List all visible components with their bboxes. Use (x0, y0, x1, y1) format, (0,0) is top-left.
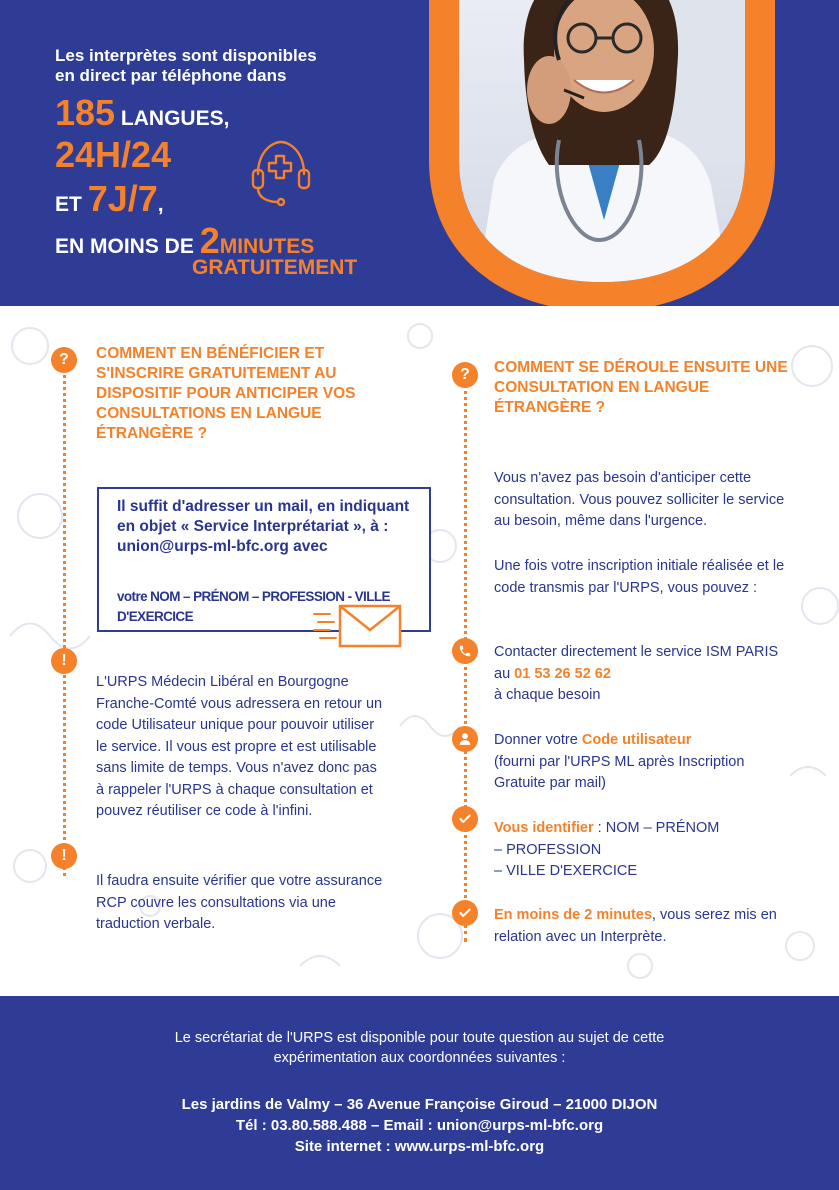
identify-city: – VILLE D'EXERCICE (494, 863, 637, 879)
hours-line (55, 134, 171, 176)
languages-number: 185 (55, 92, 116, 133)
alert-icon: ! (51, 843, 77, 869)
question-icon: ? (51, 347, 77, 373)
step-call-ism (494, 642, 794, 707)
step-call-suffix: à chaque besoin (494, 687, 601, 703)
step-call-text: Contacter directement le service ISM PARIS au (494, 644, 779, 682)
footer-address: Les jardins de Valmy – 36 Avenue Françoise Giroud – 21000 DIJON (181, 1096, 658, 1113)
two-minutes-label: En moins de 2 minutes (494, 907, 652, 923)
assurance-paragraph: Il faudra ensuite vérifier que votre assurance RCP couvre les consultations via une traduction verbale. (96, 873, 383, 932)
left-section-title: COMMENT EN BÉNÉFICIER ET S'INSCRIRE GRATUITEMENT AU DISPOSITIF POUR ANTICIPER VOS CONSULTATIONS EN LANGUE ÉTRANGÈRE ? (96, 345, 356, 442)
user-icon (452, 726, 478, 752)
languages-label: LANGUES, (120, 107, 230, 130)
doctor-photo (399, 0, 839, 306)
left-timeline (63, 356, 66, 876)
footer-contact-details (0, 1094, 839, 1157)
no-anticipation-paragraph: Vous n'avez pas besoin d'anticiper cette consultation. Vous pouvez solliciter le service au besoin, même dans l'urgence. (494, 470, 785, 529)
days-prefix: ET (55, 193, 82, 216)
mail-required-info: votre NOM – PRÉNOM – PROFESSION - VILLE D'EXERCICE (117, 589, 390, 624)
footer-note-line: expérimentation aux coordonnées suivantes : (273, 1050, 566, 1066)
footer-website[interactable]: Site internet : www.urps-ml-bfc.org (294, 1138, 545, 1155)
footer-note-line: Le secrétariat de l'URPS est disponible pour toute question au sujet de cette (174, 1030, 665, 1046)
envelope-icon (312, 600, 404, 652)
mail-instructions-text: Il suffit d'adresser un mail, en indiquant en objet « Service Interprétariat », à : union@urps-ml-bfc.org avec (117, 498, 410, 555)
intro-text (55, 46, 317, 86)
time-prefix: EN MOINS DE (55, 235, 194, 258)
step-code-detail: (fourni par l'URPS ML après Inscription Gratuite par mail) (494, 753, 745, 791)
step-connected-text: , vous serez mis en relation avec un Interprète. (494, 907, 777, 945)
step-give-code (494, 730, 794, 795)
footer-contact-banner (0, 996, 839, 1190)
step-code-text: Donner votre (494, 732, 578, 748)
languages-line (55, 92, 229, 134)
question-icon: ? (452, 362, 478, 388)
intro-line: Les interprètes sont disponibles (55, 46, 317, 65)
time-number: 2 (199, 220, 220, 261)
days-value: 7J/7 (87, 178, 158, 219)
ism-phone-number: 01 53 26 52 62 (514, 665, 611, 682)
step-connected (494, 905, 794, 948)
footer-phone-email[interactable]: Tél : 03.80.588.488 – Email : union@urps-ml-bfc.org (235, 1117, 604, 1134)
code-utilisateur-label: Code utilisateur (581, 732, 692, 748)
intro-line: en direct par téléphone dans (55, 66, 287, 85)
footer-note (0, 1028, 839, 1068)
time-unit: MINUTES (219, 235, 315, 258)
check-icon (452, 900, 478, 926)
alert-icon: ! (51, 648, 77, 674)
free-label: GRATUITEMENT (192, 256, 358, 279)
right-section-title: COMMENT SE DÉROULE ENSUITE UNE CONSULTATION EN LANGUE ÉTRANGÈRE ? (494, 359, 788, 416)
days-line (55, 178, 164, 220)
after-registration-paragraph: Une fois votre inscription initiale réalisée et le code transmis par l'URPS, vous pouvez : (494, 558, 785, 596)
hours-value: 24H/24 (55, 134, 172, 175)
identify-profession: – PROFESSION (494, 841, 602, 858)
days-suffix: , (157, 193, 164, 216)
check-icon (452, 806, 478, 832)
medical-headset-icon (250, 138, 312, 208)
step-identify (494, 818, 794, 883)
identify-label: Vous identifier (494, 820, 594, 836)
header-banner (0, 0, 839, 306)
identify-fields: : NOM – PRÉNOM (597, 820, 720, 836)
phone-icon (452, 638, 478, 664)
code-utilisateur-paragraph: L'URPS Médecin Libéral en Bourgogne Franche-Comté vous adressera en retour un code Utilisateur unique pour pouvoir utiliser le service. Il vous est propre et est utilisable sans limite de temps. Vous n'avez donc pas à rappeler l'URPS à chaque consultation et pouvez réutiliser ce code à l'infini. (96, 674, 383, 819)
